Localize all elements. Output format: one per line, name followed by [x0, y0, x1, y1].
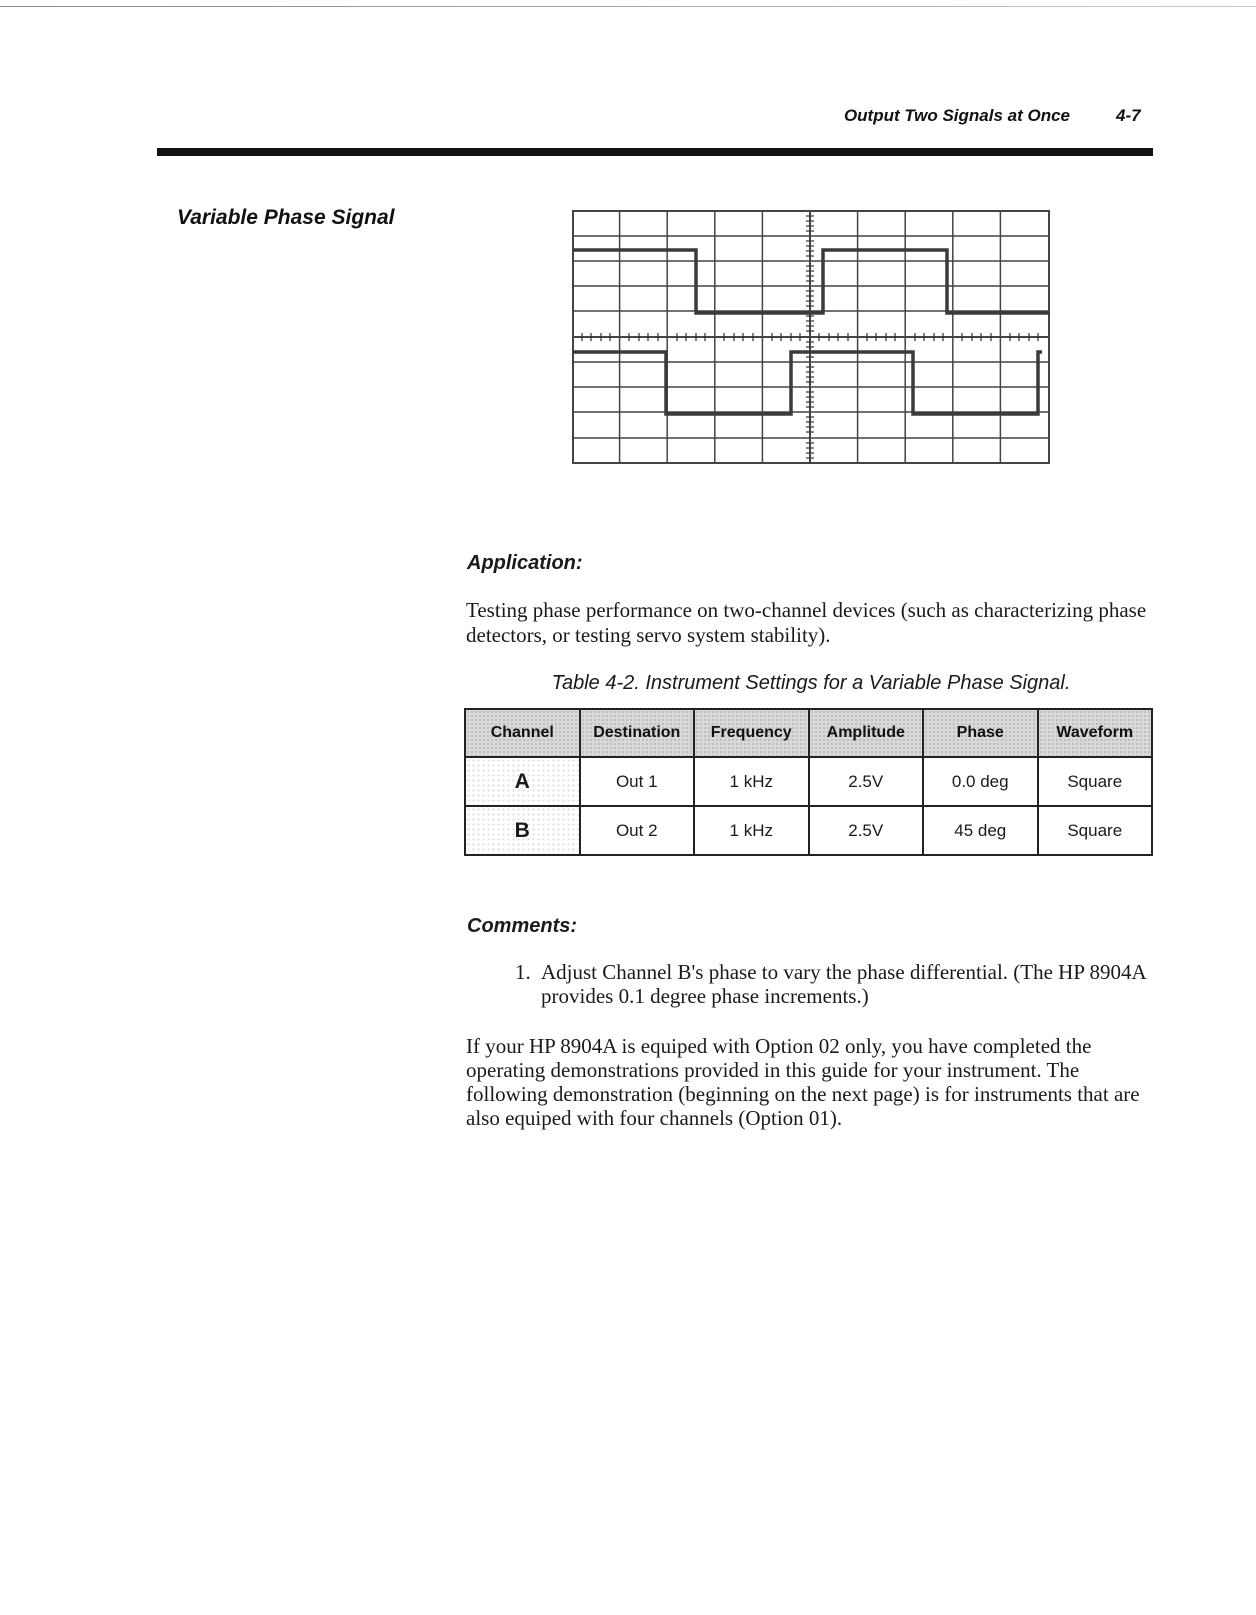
table-header-row — [465, 709, 1152, 757]
table-cell: Square — [1038, 757, 1153, 806]
table-header-cell: Channel — [465, 709, 580, 757]
section-heading: Variable Phase Signal — [177, 206, 395, 229]
settings-table — [464, 708, 1153, 856]
application-label: Application: — [467, 552, 583, 574]
table-row — [465, 806, 1152, 855]
list-item-number: 1. — [515, 960, 531, 984]
table-header-cell: Frequency — [694, 709, 809, 757]
table-cell: 1 kHz — [694, 757, 809, 806]
table-header-cell: Phase — [923, 709, 1038, 757]
header-rule — [157, 148, 1153, 156]
table-header-cell: Destination — [580, 709, 695, 757]
table-cell: 2.5V — [809, 757, 924, 806]
table-caption: Table 4-2. Instrument Settings for a Variable Phase Signal. — [551, 672, 1071, 694]
application-text: Testing phase performance on two-channel devices (such as characterizing phase detectors, or testing servo system stability). — [466, 598, 1147, 647]
table-header-cell: Amplitude — [809, 709, 924, 757]
table-cell: Out 1 — [580, 757, 695, 806]
table-cell: 0.0 deg — [923, 757, 1038, 806]
page-number: 4-7 — [1116, 106, 1141, 125]
scan-edge-line — [0, 6, 1256, 7]
list-item: Adjust Channel B's phase to vary the phase differential. (The HP 8904A provides 0.1 degree phase increments.) — [541, 960, 1146, 1008]
table-cell: 45 deg — [923, 806, 1038, 855]
table-cell-channel: A — [465, 757, 580, 806]
table-cell: Out 2 — [580, 806, 695, 855]
table-cell: 2.5V — [809, 806, 924, 855]
table-cell-channel: B — [465, 806, 580, 855]
table-row — [465, 757, 1152, 806]
table-cell: 1 kHz — [694, 806, 809, 855]
comments-label: Comments: — [467, 915, 578, 937]
oscilloscope-display — [572, 210, 1050, 464]
closing-paragraph: If your HP 8904A is equiped with Option 02 only, you have completed the operating demonstrations provided in this guide for your instrument. The following demonstration (beginning on the next page) is for instruments that are also equiped with four channels (Option 01). — [466, 1034, 1140, 1130]
table-cell: Square — [1038, 806, 1153, 855]
table-header-cell: Waveform — [1038, 709, 1153, 757]
running-header-title: Output Two Signals at Once — [843, 106, 1070, 125]
